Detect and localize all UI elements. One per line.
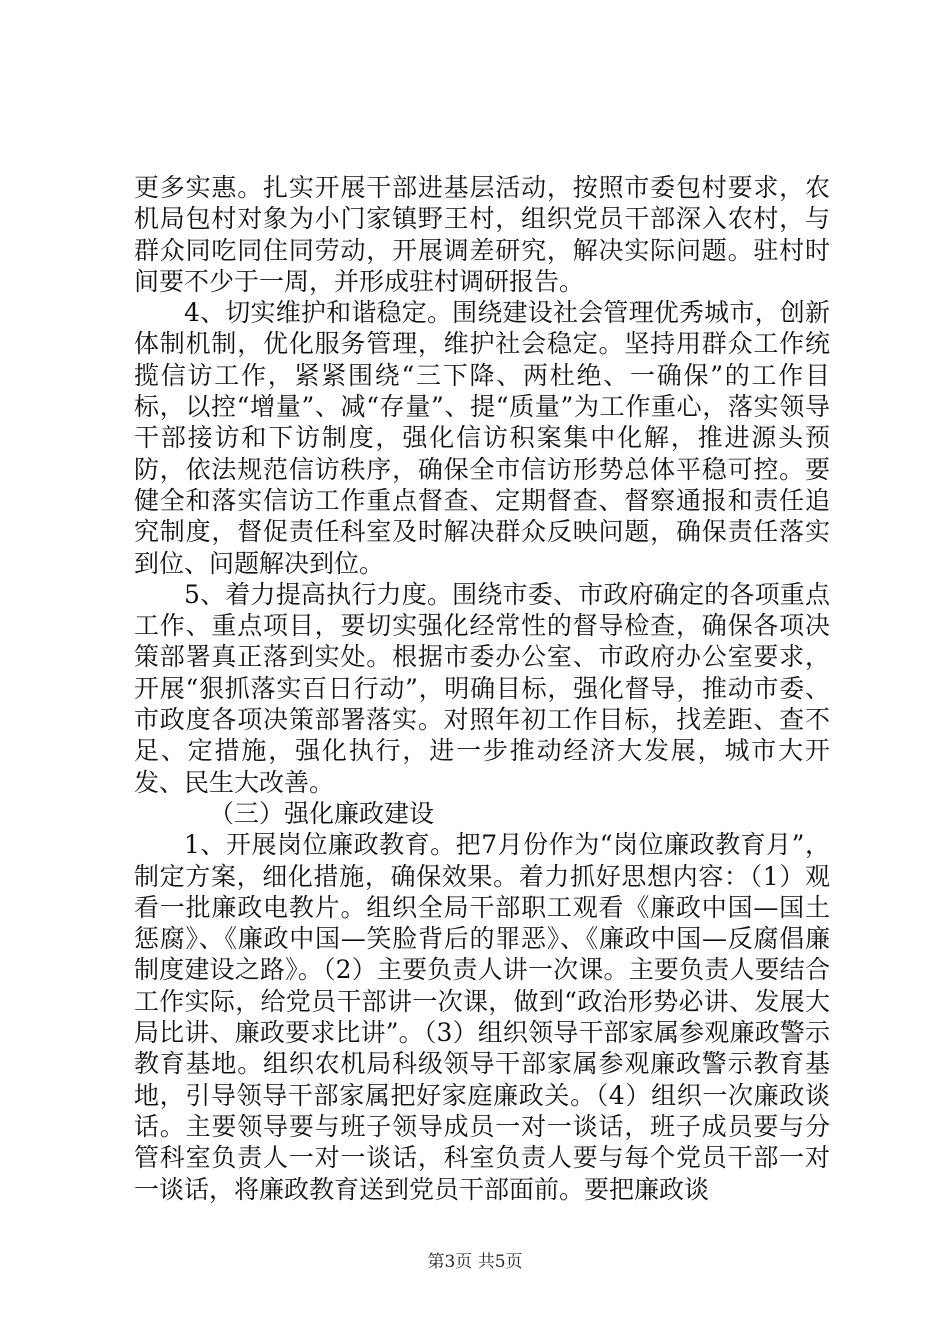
paragraph-continuation: 更多实惠。扎实开展干部进基层活动，按照市委包村要求，农机局包村对象为小门家镇野王村，组织党员干部深入农村，与群众同吃同住同劳动，开展调差研究，解决实际问题。驻村时间要不少于一周，并形成驻村调研报告。 bbox=[134, 173, 830, 296]
paragraph-item-4: 4、切实维护和谐稳定。围绕建设社会管理优秀城市，创新体制机制，优化服务管理，维护社会稳定。坚持用群众工作统揽信访工作，紧紧围绕“三下降、两杜绝、一确保”的工作目标，以控“增量”、减“存量”、提“质量”为工作重心，落实领导干部接访和下访制度，强化信访积案集中化解，推进源头预防，依法规范信访秩序，确保全市信访形势总体平稳可控。要健全和落实信访工作重点督查、定期督查、督察通报和责任追究制度，督促责任科室及时解决群众反映问题，确保责任落实到位、问题解决到位。 bbox=[134, 298, 830, 578]
document-body bbox=[134, 172, 830, 1205]
page-footer: 第3页 共5页 bbox=[427, 1252, 523, 1272]
paragraph-item-5: 5、着力提高执行力度。围绕市委、市政府确定的各项重点工作、重点项目，要切实强化经常性的督导检查，确保各项决策部署真正落到实处。根据市委办公室、市政府办公室要求，开展“狠抓落实百日行动”，明确目标，强化督导，推动市委、市政度各项决策部署落实。对照年初工作目标，找差距、查不足、定措施，强化执行，进一步推动经济大发展，城市大开发、民生大改善。 bbox=[134, 579, 830, 797]
paragraph-item-1: 1、开展岗位廉政教育。把7月份作为“岗位廉政教育月”，制定方案，细化措施，确保效果。着力抓好思想内容：（1）观看一批廉政电教片。组织全局干部职工观看《廉政中国—国土惩腐》、《廉政中国—笑脸背后的罪恶》、《廉政中国—反腐倡廉制度建设之路》。（2）主要负责人讲一次课。主要负责人要结合工作实际，给党员干部讲一次课，做到“政治形势必讲、发展大局比讲、廉政要求比讲”。（3）组织领导干部家属参观廉政警示教育基地。组织农机局科级领导干部家属参观廉政警示教育基地，引导领导干部家属把好家庭廉政关。（4）组织一次廉政谈话。主要领导要与班子领导成员一对一谈话，班子成员要与分管科室负责人一对一谈话，科室负责人要与每个党员干部一对一谈话，将廉政教育送到党员干部面前。要把廉政谈 bbox=[134, 830, 830, 1204]
section-heading: （三）强化廉政建设 bbox=[209, 798, 435, 828]
